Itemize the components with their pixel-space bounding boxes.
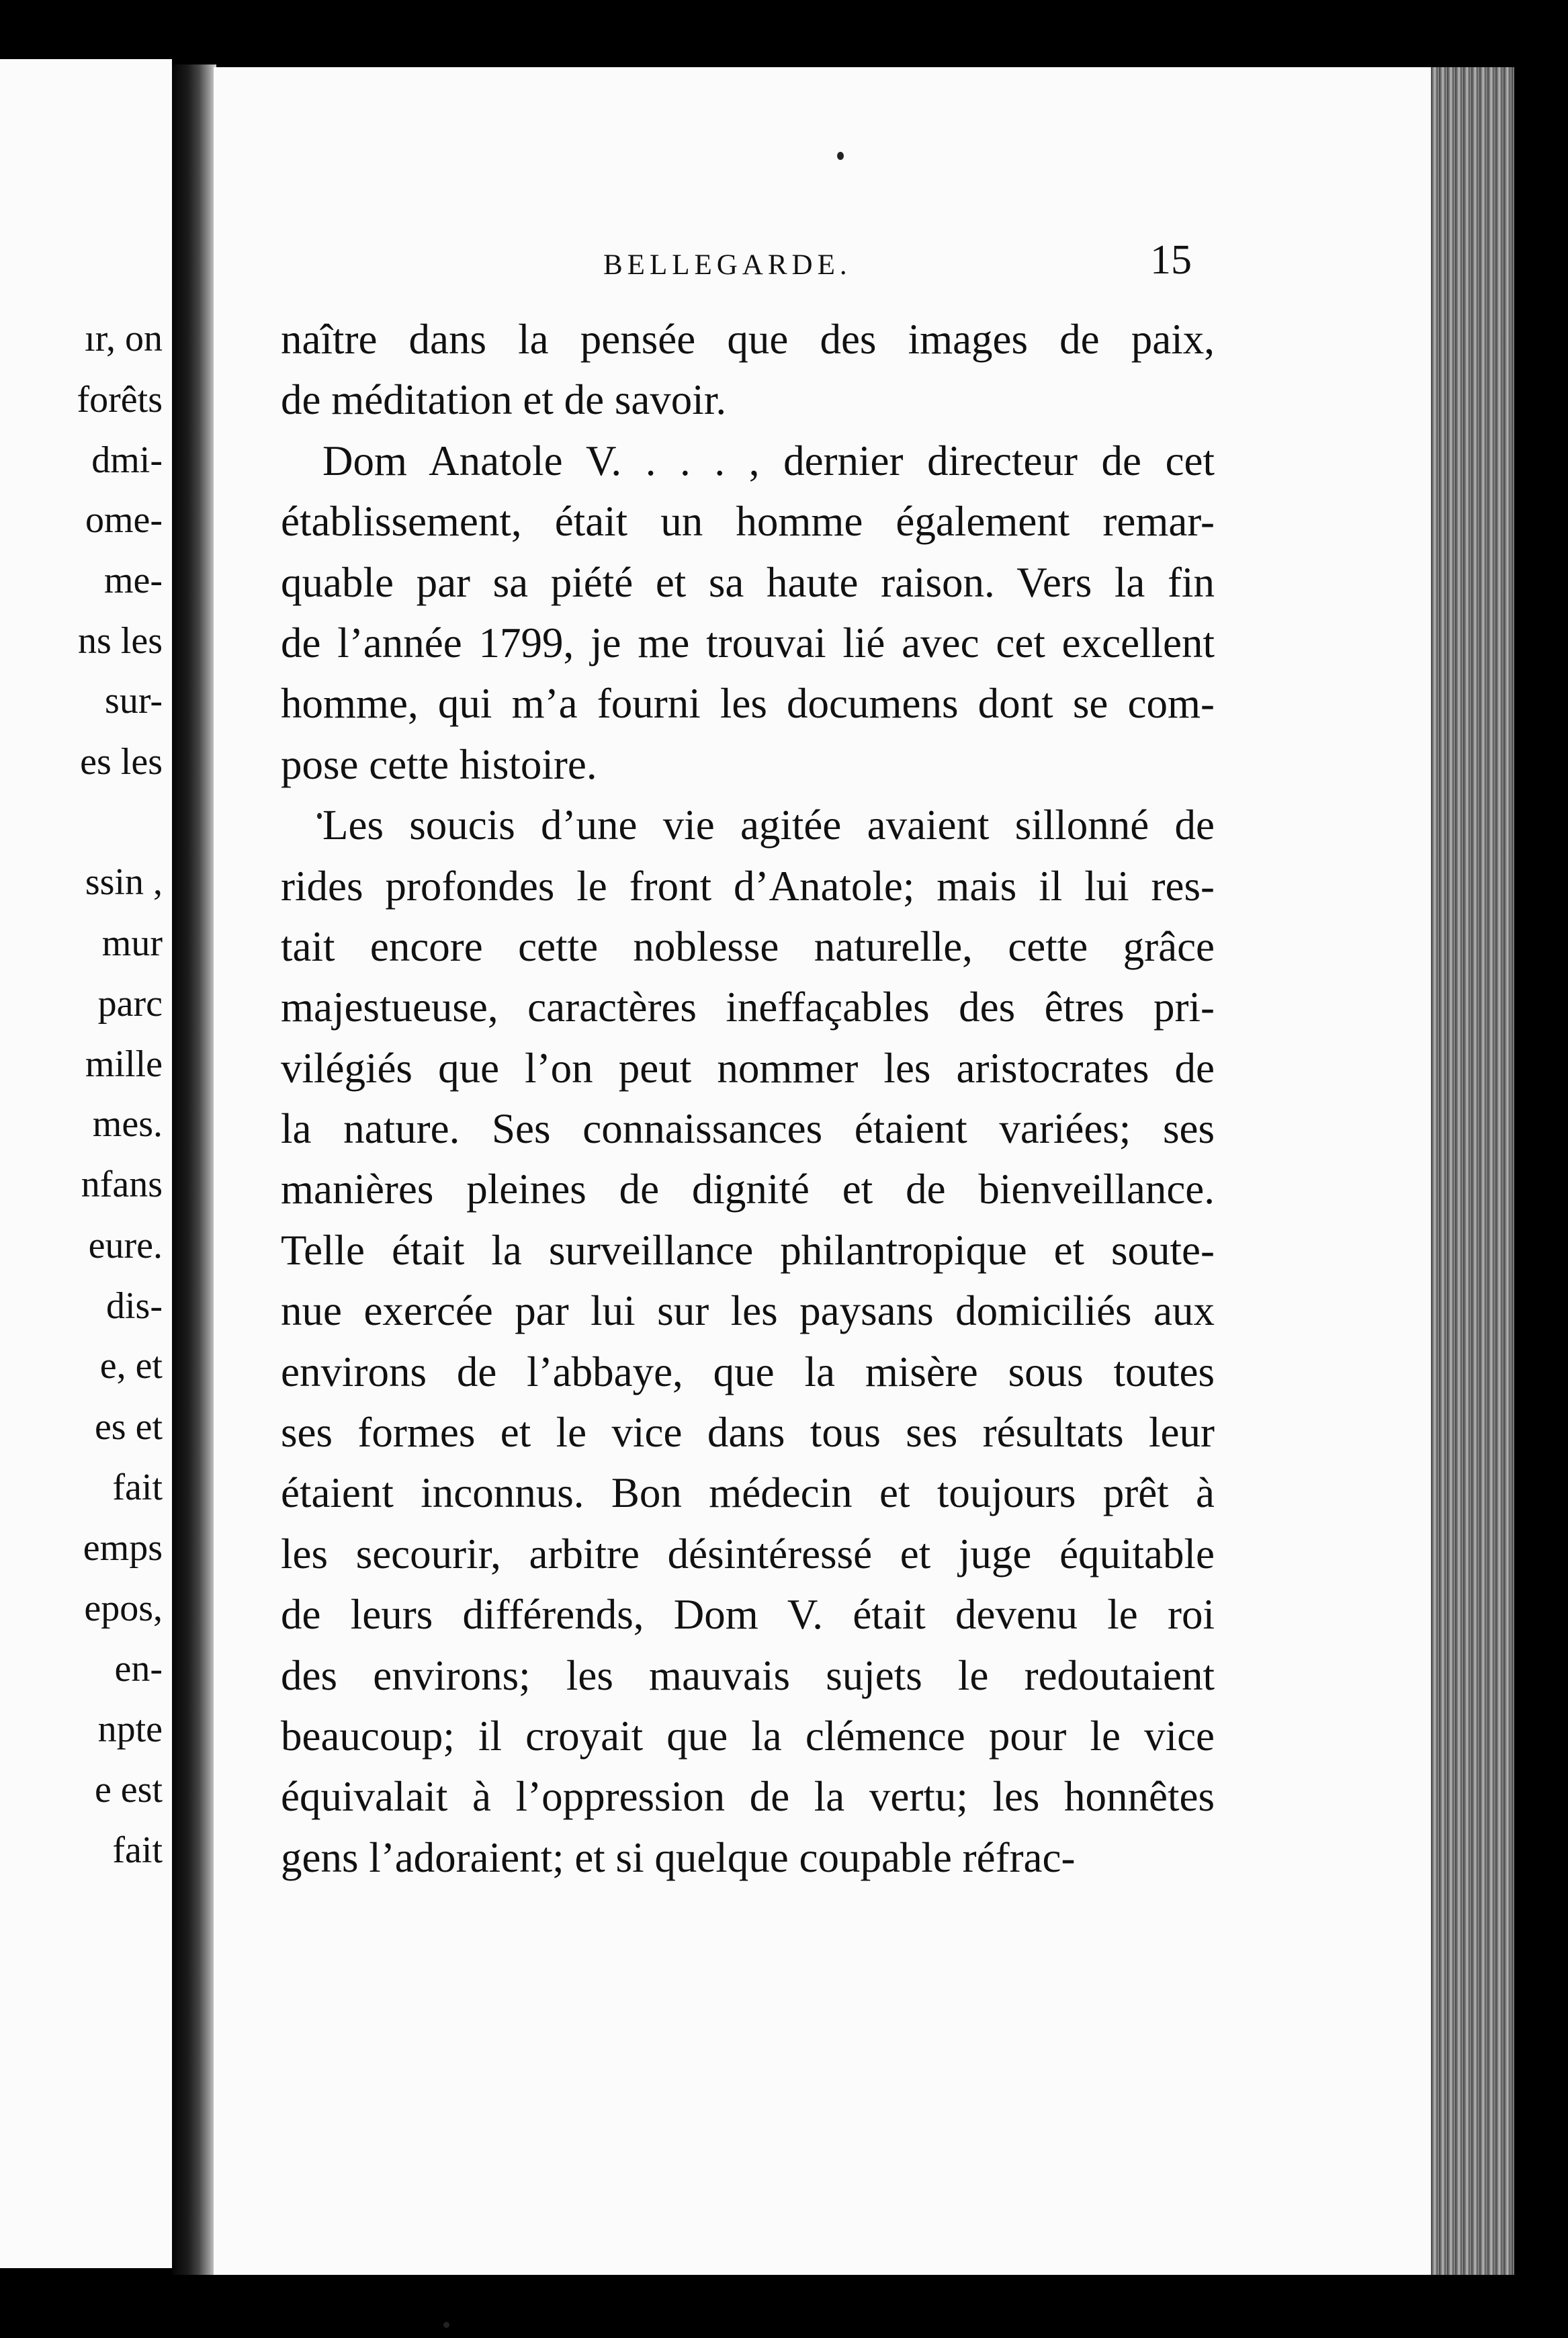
facing-page-line: ssin ,	[85, 861, 163, 903]
text-line: Dom Anatole V. . . . , dernier directeur de cet	[322, 437, 1215, 484]
text-line: pose cette histoire.	[281, 740, 597, 788]
facing-page-line: e est	[94, 1769, 163, 1811]
facing-page-line: parc	[97, 983, 163, 1025]
text-line: quable par sa piété et sa haute raison. Vers la fin	[281, 558, 1215, 606]
facing-page-line: forêts	[77, 379, 163, 421]
text-line: équivalait à l’oppression de la vertu; les honnêtes	[281, 1773, 1215, 1821]
page-body-text	[281, 309, 1215, 1888]
facing-page-line: mur	[101, 922, 163, 964]
facing-page-line: es et	[94, 1406, 163, 1448]
facing-page-line: en-	[114, 1648, 163, 1690]
facing-page-line: dis-	[106, 1285, 163, 1327]
text-line: environs de l’abbaye, que la misère sous toutes	[281, 1348, 1215, 1395]
text-line: beaucoup; il croyait que la clémence pour le vice	[281, 1712, 1215, 1760]
facing-page-line: mille	[85, 1043, 163, 1085]
facing-page-line: e, et	[99, 1345, 163, 1387]
text-line: majestueuse, caractères ineffaçables des êtres pri-	[281, 984, 1215, 1031]
text-line: Telle était la surveillance philantropique et soute-	[281, 1226, 1215, 1274]
facing-page-line: emps	[83, 1527, 163, 1569]
text-line: des environs; les mauvais sujets le redoutaient	[281, 1651, 1215, 1699]
scan-speck	[837, 152, 844, 160]
text-line: de leurs différends, Dom V. était devenu le roi	[281, 1591, 1215, 1639]
text-line: de méditation et de savoir.	[281, 376, 727, 424]
text-line: naître dans la pensée que des images de paix,	[281, 316, 1215, 363]
facing-page-line: sur-	[105, 680, 163, 722]
scan-speck	[443, 2322, 449, 2328]
facing-page-fragment	[0, 59, 172, 2268]
text-line: gens l’adoraient; et si quelque coupable réfrac-	[281, 1833, 1076, 1881]
text-line: ses formes et le vice dans tous ses résultats leur	[281, 1409, 1215, 1457]
text-line: étaient inconnus. Bon médecin et toujours prêt à	[281, 1469, 1215, 1517]
facing-page-line: eure.	[88, 1225, 163, 1266]
running-head: BELLEGARDE.	[603, 249, 852, 281]
text-line: vilégiés que l’on peut nommer les aristocrates de	[281, 1044, 1215, 1092]
facing-page-line: fait	[112, 1467, 163, 1508]
text-line: homme, qui m’a fourni les documens dont se com-	[281, 680, 1215, 728]
text-line: de l’année 1799, je me trouvai lié avec cet excellent	[281, 619, 1215, 666]
text-line: la nature. Ses connaissances étaient variées; ses	[281, 1105, 1215, 1153]
facing-page-line: nfans	[81, 1164, 163, 1205]
text-line: manières pleines de dignité et de bienveillance.	[281, 1166, 1215, 1213]
text-line: rides profondes le front d’Anatole; mais il lui res-	[281, 862, 1215, 910]
facing-page-line: mes.	[92, 1103, 163, 1145]
facing-page-line: fait	[112, 1829, 163, 1871]
facing-page-line: es les	[80, 741, 163, 783]
facing-page-line: dmi-	[91, 439, 163, 481]
text-line: tait encore cette noblesse naturelle, cette grâce	[281, 922, 1215, 970]
text-line: nue exercée par lui sur les paysans domiciliés aux	[281, 1287, 1215, 1335]
facing-page-line: ır, on	[85, 318, 163, 359]
book-gutter-shadow	[172, 64, 216, 2275]
page-number: 15	[1150, 237, 1192, 283]
text-line: établissement, était un homme également remar-	[281, 498, 1215, 546]
text-line: Les soucis d’une vie agitée avaient sillonné de	[322, 802, 1215, 849]
facing-page-line: me-	[103, 560, 163, 601]
facing-page-line: epos,	[84, 1588, 163, 1629]
facing-page-line: npte	[97, 1708, 163, 1750]
text-line: les secourir, arbitre désintéressé et juge équitable	[281, 1530, 1215, 1577]
page-fore-edge	[1431, 67, 1514, 2275]
facing-page-line: ns les	[78, 620, 163, 662]
facing-page-line: ome-	[85, 499, 163, 541]
scan-speck	[317, 813, 322, 819]
